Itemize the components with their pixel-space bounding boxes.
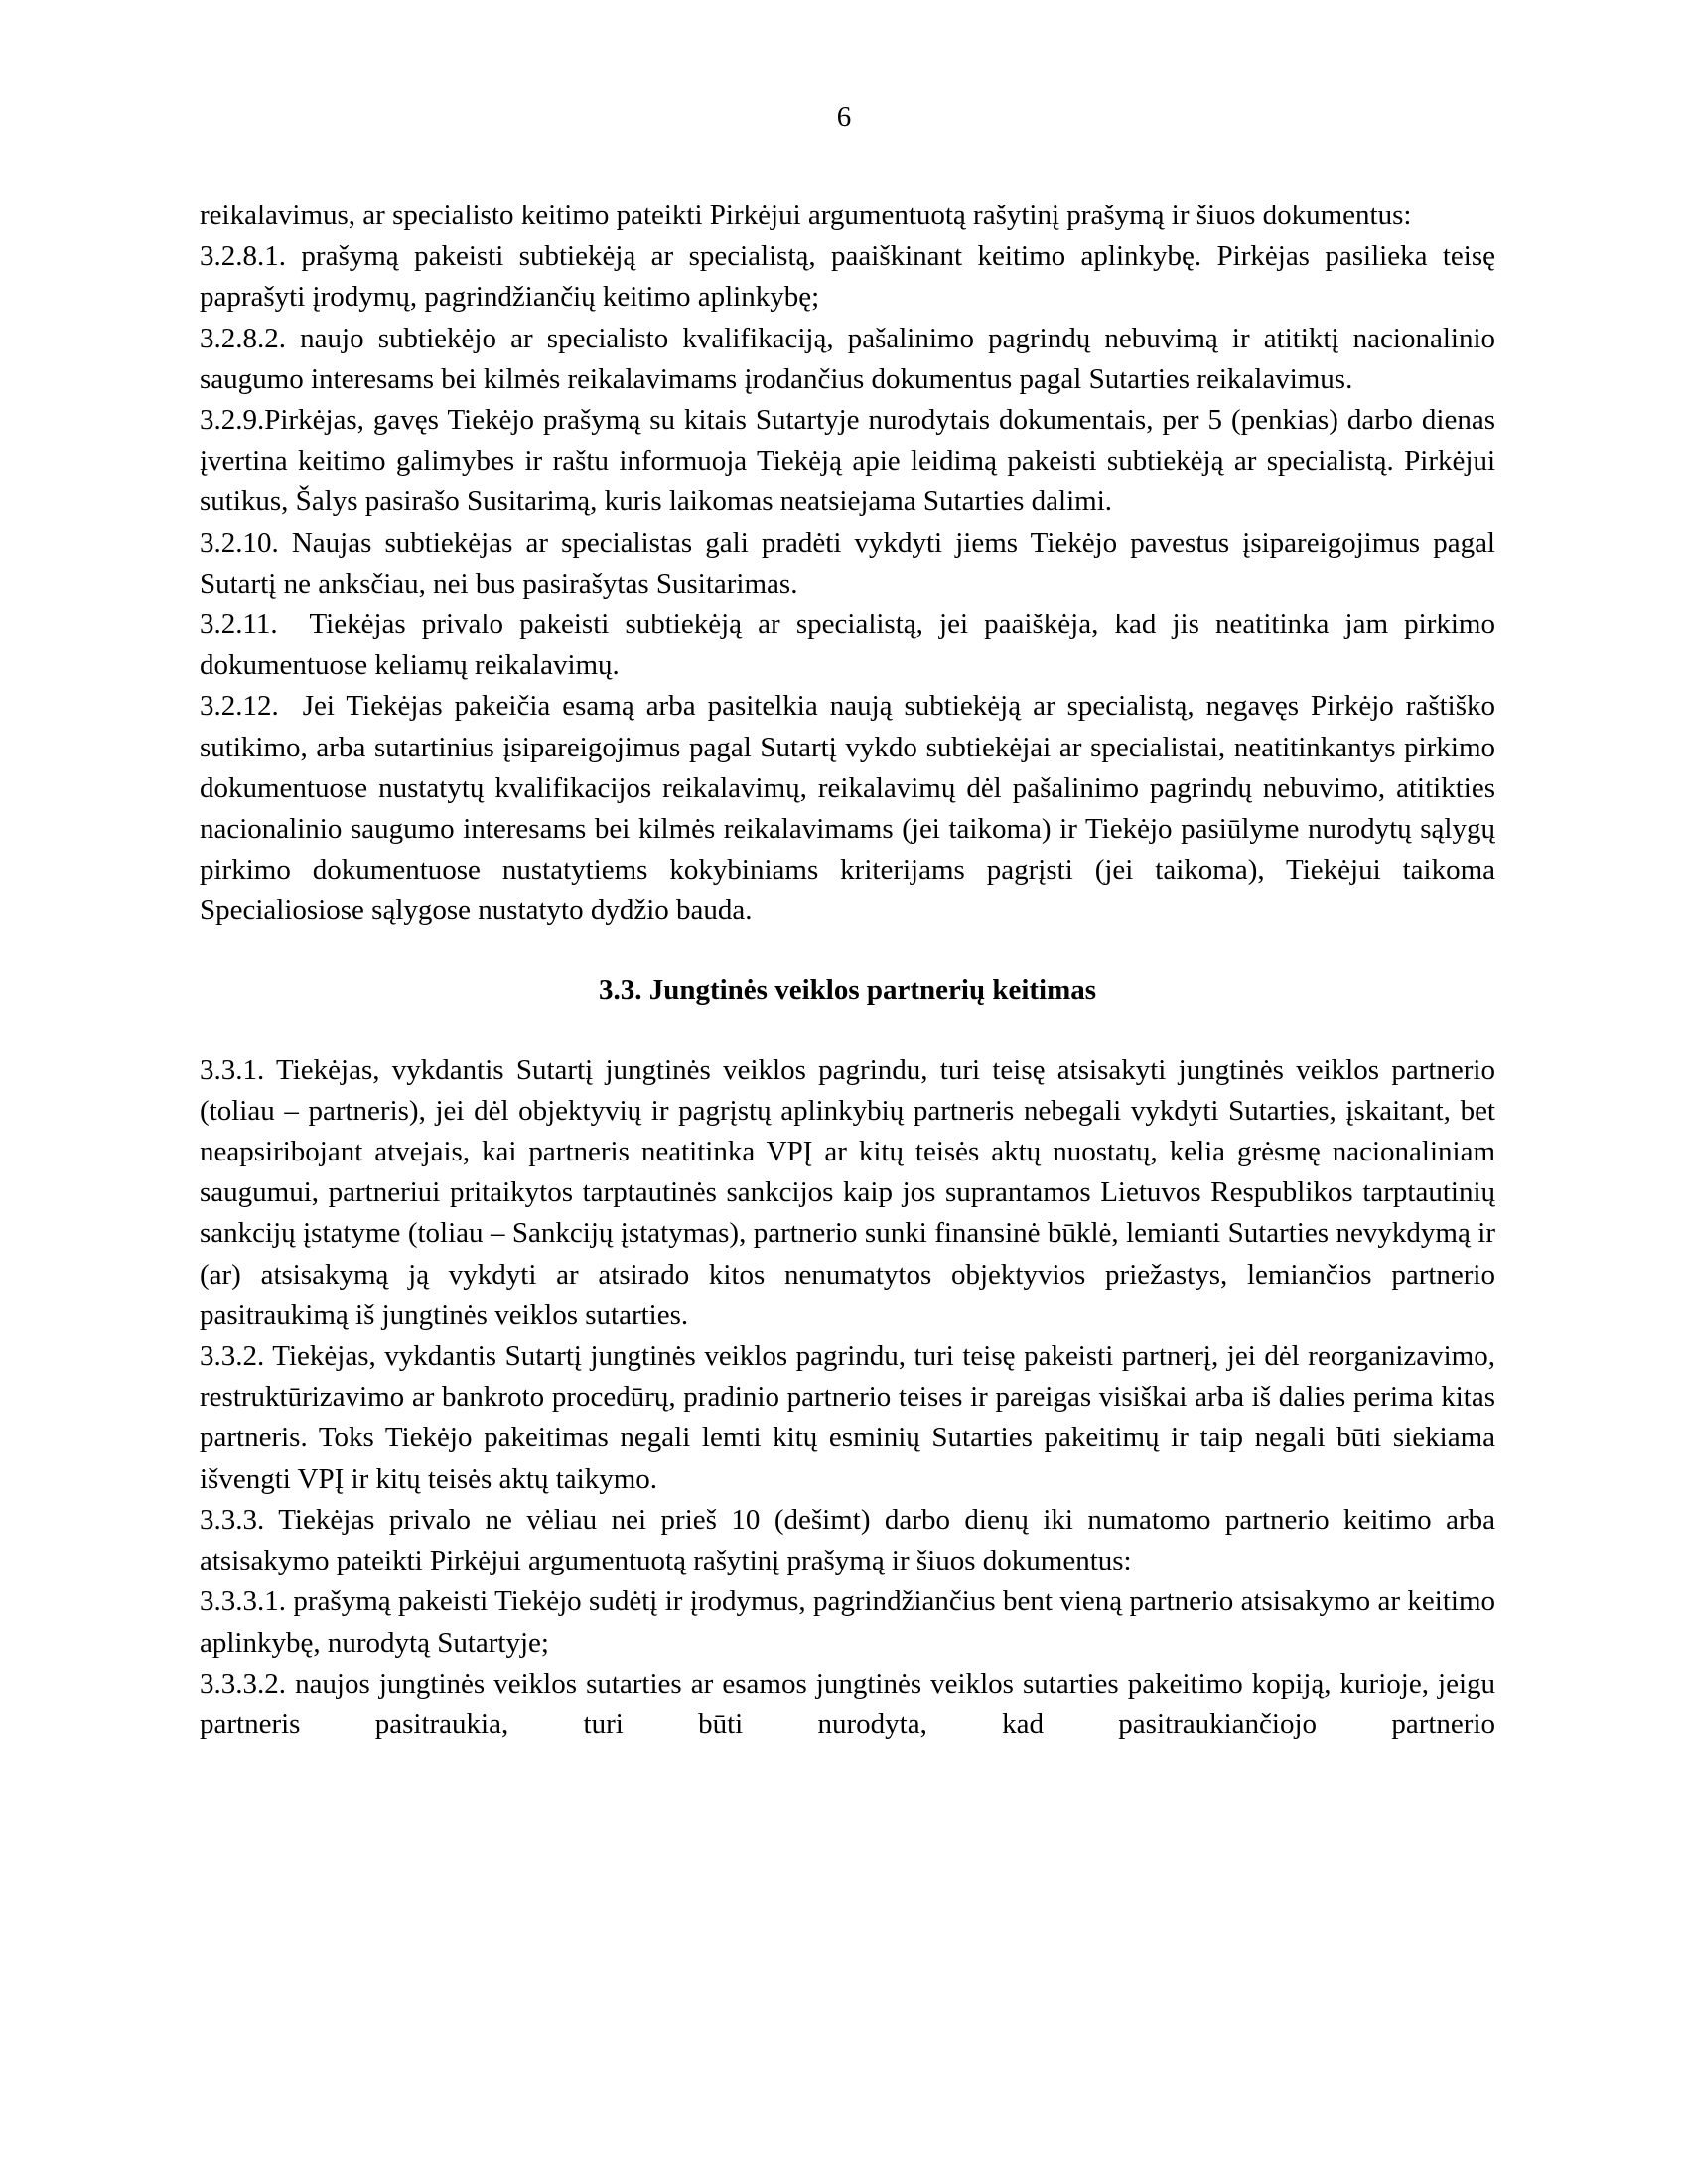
clause-number: 3.3.3. [200, 1503, 265, 1536]
clause-3-3-1 [200, 1050, 1495, 1336]
clause-text: Tiekėjas, vykdantis Sutartį jungtinės veiklos pagrindu, turi teisę atsisakyti jungtinės veiklos partnerio (toliau – partneris), jei dėl objektyvių ir pagrįstų aplinkybių partneris nebegali vykdyti Sutarties, įskaitant, bet neapsiribojant atvejais, kai partneris neatitinka VPĮ ar kitų teisės aktų nuostatų, kelia grėsmę nacionaliniam saugumui, partneriui pritaikytos tarptautinės sankcijos kaip jos suprantamos Lietuvos Respublikos tarptautinių sankcijų įstatyme (toliau – Sankcijų įstatymas), partnerio sunki finansinė būklė, lemianti Sutarties nevykdymą ir (ar) atsisakymą ją vykdyti ar atsirado kitos nenumatytos objektyvios priežastys, lemiančios partnerio pasitraukimą iš jungtinės veiklos sutarties. [200, 1053, 1495, 1331]
clause-3-3-3 [200, 1500, 1495, 1581]
document-body [200, 196, 1495, 1745]
clause-number: 3.3.3.1. [200, 1585, 286, 1618]
clause-number: 3.2.10. [200, 526, 279, 559]
clause-number: 3.2.8.1. [200, 240, 286, 273]
clause-text: prašymą pakeisti Tiekėjo sudėtį ir įrodymus, pagrindžiančius bent vieną partnerio atsisakymo ar keitimo aplinkybę, nurodytą Sutartyje; [200, 1585, 1496, 1659]
clause-3-3-3-1 [200, 1581, 1495, 1663]
clause-3-3-2 [200, 1336, 1495, 1500]
clause-3-2-8-1 [200, 236, 1495, 318]
clause-number: 3.3.1. [200, 1053, 265, 1086]
clause-3-2-9 [200, 400, 1495, 523]
clause-text: reikalavimus, ar specialisto keitimo pateikti Pirkėjui argumentuotą rašytinį prašymą ir šiuos dokumentus: [200, 200, 1412, 231]
clause-3-2-12 [200, 686, 1495, 931]
clause-number: 3.2.9. [200, 404, 265, 437]
subcontractor-clauses [200, 196, 1495, 932]
clause-3-2-8-2 [200, 319, 1495, 400]
clause-text: naujos jungtinės veiklos sutarties ar esamos jungtinės veiklos sutarties pakeitimo kopiją, kurioje, jeigu partneris pasitraukia, turi būti nurodyta, kad pasitraukiančiojo partnerio [200, 1667, 1495, 1740]
clause-number: 3.3.3.2. [200, 1667, 286, 1700]
clause-text: Pirkėjas, gavęs Tiekėjo prašymą su kitais Sutartyje nurodytais dokumentais, per 5 (penkias) darbo dienas įvertina keitimo galimybes ir raštu informuoja Tiekėją apie leidimą pakeisti subtiekėją ar specialistą. Pirkėjui sutikus, Šalys pasirašo Susitarimą, kuris laikomas neatsiejama Sutarties dalimi. [200, 404, 1495, 518]
clause-number: 3.3.2. [200, 1340, 265, 1373]
clause-3-2-11 [200, 605, 1495, 686]
clause-text: Tiekėjas privalo ne vėliau nei prieš 10 (dešimt) darbo dienų iki numatomo partnerio keitimo arba atsisakymo pateikti Pirkėjui argumentuotą rašytinį prašymą ir šiuos dokumentus: [200, 1503, 1496, 1577]
clause-text: Tiekėjas privalo pakeisti subtiekėją ar specialistą, jei paaiškėja, kad jis neatitinka jam pirkimo dokumentuose keliamų reikalavimų. [200, 609, 1495, 682]
clause-text: Jei Tiekėjas pakeičia esamą arba pasitelkia naują subtiekėją ar specialistą, negavęs Pirkėjo raštiško sutikimo, arba sutartinius įsipareigojimus pagal Sutartį vykdo subtiekėjai ar specialistai, neatitinkantys pirkimo dokumentuose nustatytų kvalifikacijos reikalavimų, reikalavimų dėl pašalinimo pagrindų nebuvimo, atitikties nacionalinio saugumo interesams bei kilmės reikalavimams (jei taikoma) ir Tiekėjo pasiūlyme nurodytų sąlygų pirkimo dokumentuose nustatytiems kokybiniams kriterijams pagrįsti (jei taikoma), Tiekėjui taikoma Specialiosiose sąlygose nustatyto dydžio bauda. [200, 690, 1496, 927]
clause-text: naujo subtiekėjo ar specialisto kvalifikaciją, pašalinimo pagrindų nebuvimą ir atitiktį nacionalinio saugumo interesams bei kilmės reikalavimams įrodančius dokumentus pagal Sutarties reikalavimus. [200, 322, 1496, 395]
clause-number: 3.2.8.2. [200, 322, 286, 354]
clause-3-2-10 [200, 523, 1495, 605]
clause-number: 3.2.11. [200, 609, 278, 641]
page-number: 6 [836, 101, 852, 133]
partner-clauses [200, 1050, 1495, 1745]
clause-text: Naujas subtiekėjas ar specialistas gali pradėti vykdyti jiems Tiekėjo pavestus įsipareigojimus pagal Sutartį ne anksčiau, nei bus pasirašytas Susitarimas. [200, 526, 1495, 600]
section-heading: 3.3. Jungtinės veiklos partnerių keitimas [598, 973, 1097, 1006]
clause-number: 3.2.12. [200, 690, 279, 723]
clause-text: prašymą pakeisti subtiekėją ar specialistą, paaiškinant keitimo aplinkybę. Pirkėjas pasilieka teisę paprašyti įrodymų, pagrindžiančių keitimo aplinkybę; [200, 240, 1496, 314]
clause-text: Tiekėjas, vykdantis Sutartį jungtinės veiklos pagrindu, turi teisę pakeisti partnerį, jei dėl reorganizavimo, restruktūrizavimo ar bankroto procedūrų, pradinio partnerio teises ir pareigas visiškai arba iš dalies perima kitas partneris. Toks Tiekėjo pakeitimas negali lemti kitų esminių Sutarties pakeitimų ir taip negali būti siekiama išvengti VPĮ ir kitų teisės aktų taikymo. [200, 1340, 1495, 1495]
clause-continuation [200, 196, 1495, 236]
clause-3-3-3-2 [200, 1664, 1495, 1745]
